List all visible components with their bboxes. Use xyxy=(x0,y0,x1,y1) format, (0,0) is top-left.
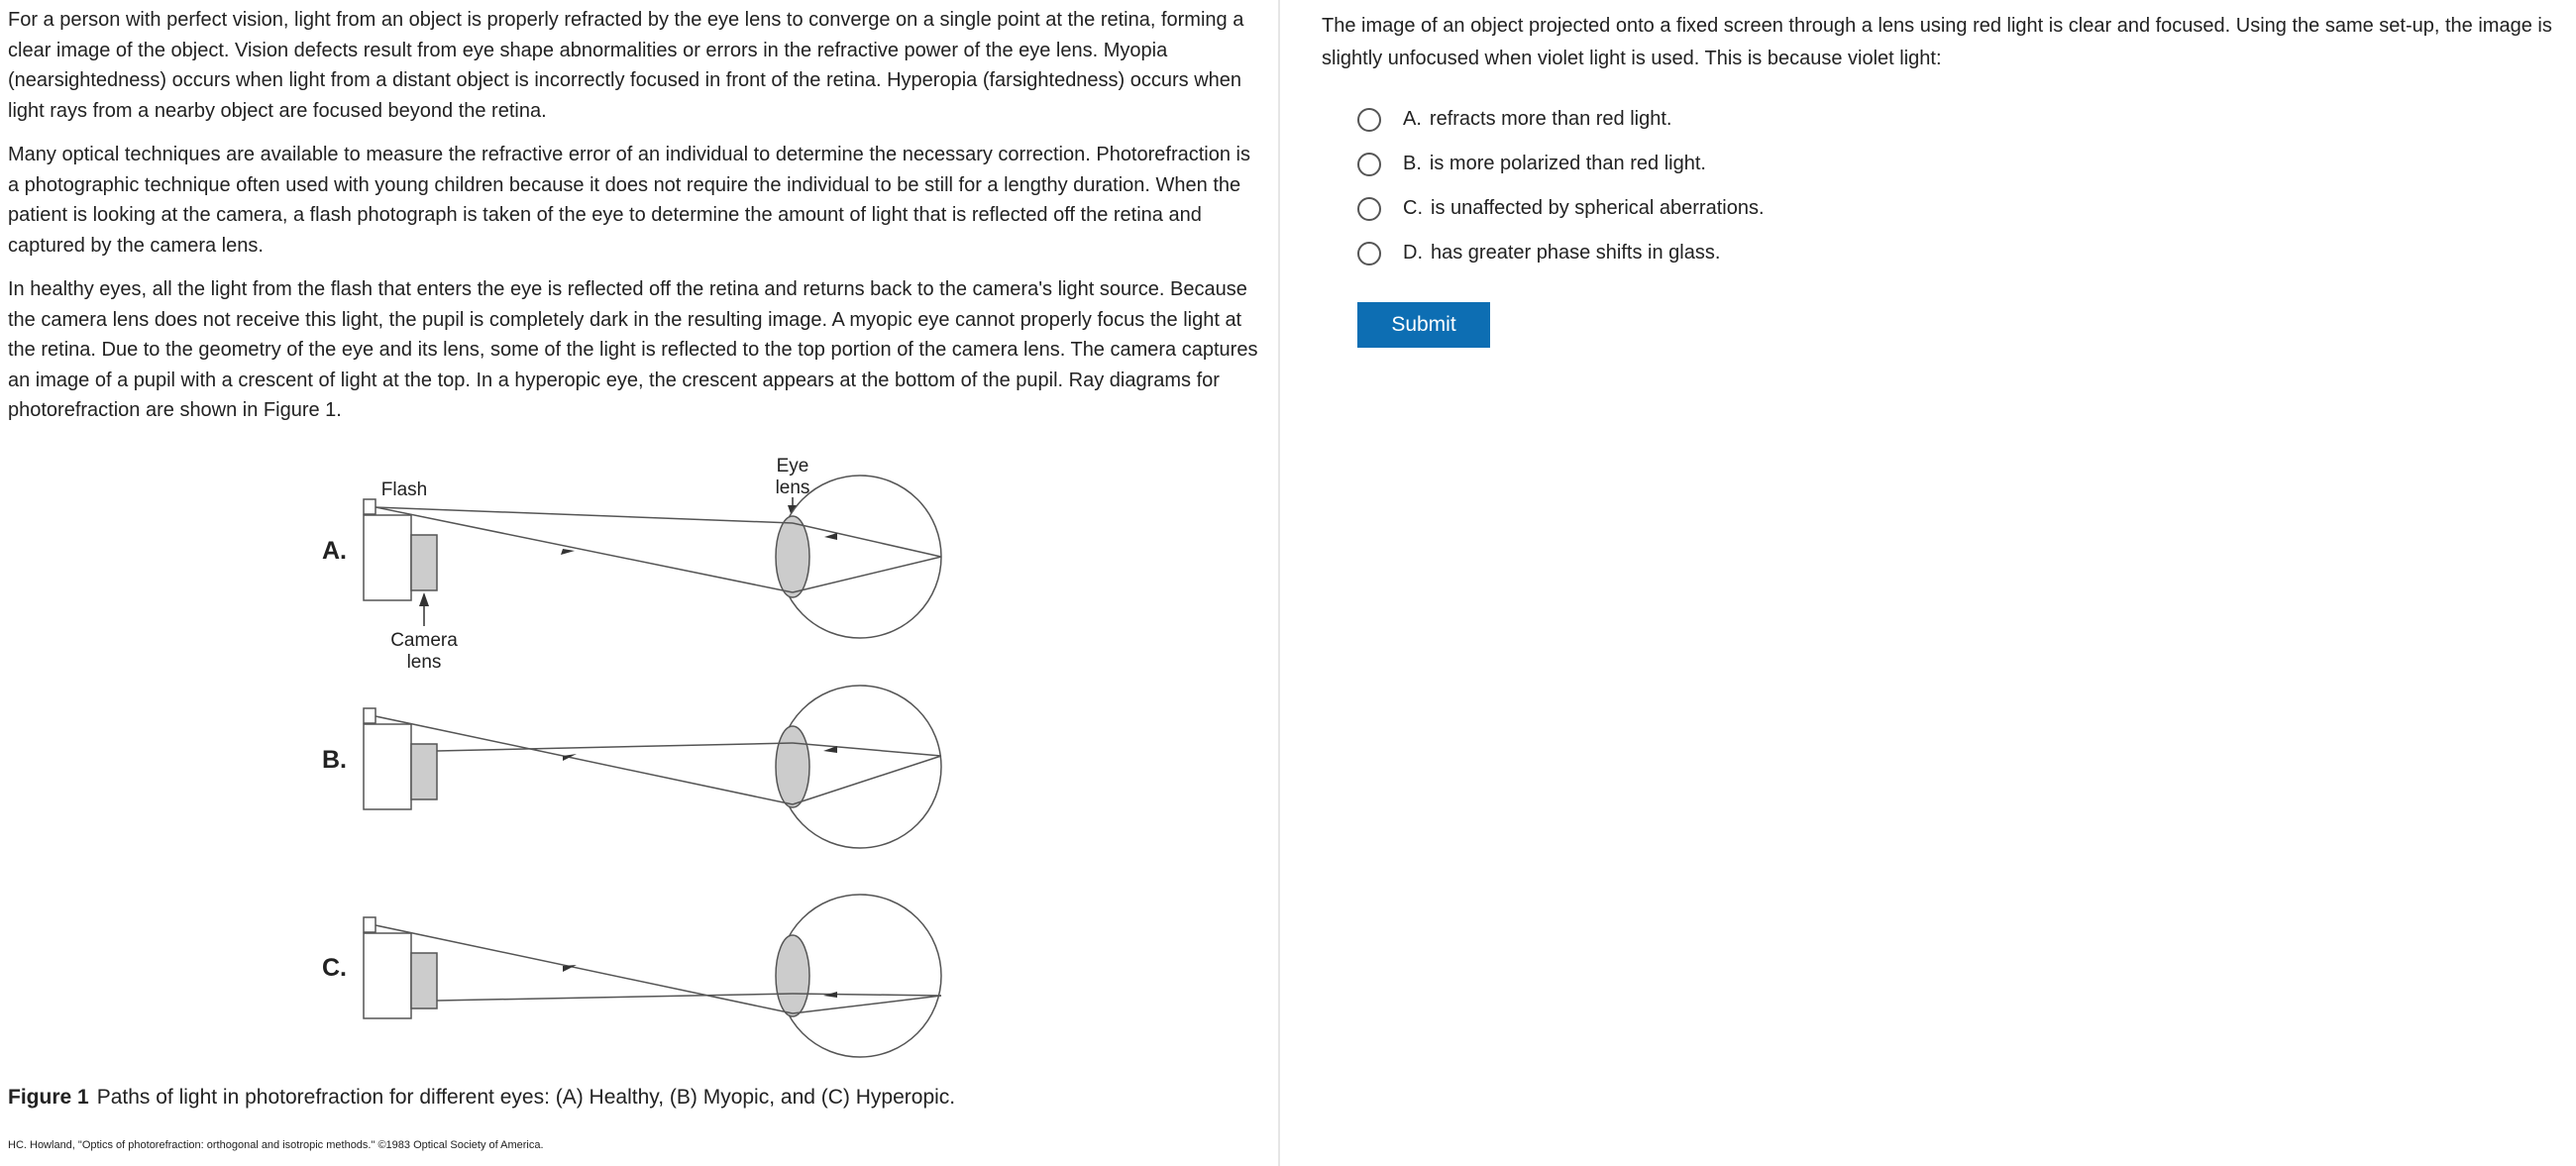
camera-body xyxy=(364,933,411,1018)
camera-flash xyxy=(364,708,376,723)
answer-option-b[interactable] xyxy=(1357,142,1765,186)
ray-arrow-c-out xyxy=(563,965,577,972)
option-text: is more polarized than red light. xyxy=(1429,153,1706,174)
option-text: has greater phase shifts in glass. xyxy=(1431,242,1721,264)
radio-button-c[interactable] xyxy=(1357,197,1381,221)
answer-options xyxy=(1357,97,1765,275)
camera-lens xyxy=(411,953,437,1008)
camera-lens xyxy=(411,744,437,799)
camera-lens-label-line1: Camera xyxy=(390,630,458,651)
answer-option-d[interactable] xyxy=(1357,231,1765,275)
camera-flash xyxy=(364,917,376,932)
panel-letter-a: A. xyxy=(322,537,347,565)
option-text: is unaffected by spherical aberrations. xyxy=(1431,197,1765,219)
figure-caption-text: Paths of light in photorefraction for different eyes: (A) Healthy, (B) Myopic, and (C) Hyperopic. xyxy=(96,1086,956,1109)
camera-lens xyxy=(411,535,437,590)
eye-lens-a xyxy=(776,516,809,597)
panel-b-myopic xyxy=(322,686,941,848)
eye-lens-label-line2: lens xyxy=(775,477,810,498)
figure-1-ray-diagrams xyxy=(297,436,991,1070)
eye-lens-b xyxy=(776,726,809,807)
figure-caption xyxy=(8,1086,955,1110)
radio-button-b[interactable] xyxy=(1357,153,1381,176)
answer-option-c[interactable] xyxy=(1357,186,1765,231)
question-pane xyxy=(1282,0,2576,1166)
passage-paragraph-2: Many optical techniques are available to measure the refractive error of an individual to determine the necessary correction. Photorefraction is a photographic technique often used with young children because it does not require the individual to be still for a lengthy duration. When the patient is looking at the camera, a flash photograph is taken of the eye to determine the amount of light that is reflected off the retina and captured by the camera lens. xyxy=(8,144,1250,257)
radio-button-d[interactable] xyxy=(1357,242,1381,265)
panel-a-healthy xyxy=(322,456,941,673)
panel-letter-c: C. xyxy=(322,954,347,982)
submit-button[interactable]: Submit xyxy=(1357,302,1490,348)
eye-lens-label-line1: Eye xyxy=(776,456,809,477)
passage-pane xyxy=(0,0,1280,1166)
figure-credit: HC. Howland, "Optics of photorefraction: orthogonal and isotropic methods." ©1983 Optical Society of America. xyxy=(8,1139,544,1151)
option-letter: D. xyxy=(1403,242,1423,264)
radio-button-a[interactable] xyxy=(1357,108,1381,132)
ray-arrow-b-out xyxy=(563,754,577,761)
ray-b-return xyxy=(437,743,793,751)
option-letter: A. xyxy=(1403,108,1422,130)
flash-label: Flash xyxy=(380,479,428,500)
answer-option-a[interactable] xyxy=(1357,97,1765,142)
question-stem: The image of an object projected onto a fixed screen through a lens using red light is clear and focused. Using the same set-up, the image is slightly unfocused when violet light is used. This is because violet light: xyxy=(1322,15,2552,69)
option-letter: B. xyxy=(1403,153,1422,174)
ray-arrow-a-out xyxy=(561,549,575,555)
eye-lens-c xyxy=(776,935,809,1016)
ray-diagram-svg xyxy=(297,436,991,1070)
camera-flash xyxy=(364,499,376,514)
camera-lens-label-line2: lens xyxy=(406,652,442,673)
option-letter: C. xyxy=(1403,197,1423,219)
ray-c-return xyxy=(437,994,793,1001)
panel-letter-b: B. xyxy=(322,746,347,774)
figure-caption-label: Figure 1 xyxy=(8,1086,89,1109)
camera-body xyxy=(364,515,411,600)
panel-c-hyperopic xyxy=(322,895,941,1057)
option-text: refracts more than red light. xyxy=(1429,108,1672,130)
camera-body xyxy=(364,724,411,809)
passage-paragraph-1: For a person with perfect vision, light from an object is properly refracted by the eye lens to converge on a single point at the retina, forming a clear image of the object. Vision defects result from eye shape abnormalities or errors in the refractive power of the eye lens. Myopia (nearsightedness) occurs when light from a distant object is incorrectly focused in front of the retina. Hyperopia (farsightedness) occurs when light rays from a nearby object are focused beyond the retina. xyxy=(8,9,1244,122)
ray-b-out xyxy=(376,716,793,804)
passage-paragraph-3: In healthy eyes, all the light from the flash that enters the eye is reflected off the retina and returns back to the camera's light source. Because the camera lens does not receive this light, the pupil is completely dark in the resulting image. A myopic eye cannot properly focus the light at the retina. Due to the geometry of the eye and its lens, some of the light is reflected to the top portion of the camera lens. The camera captures an image of a pupil with a crescent of light at the top. In a hyperopic eye, the crescent appears at the bottom of the pupil. Ray diagrams for photorefraction are shown in Figure 1. xyxy=(8,278,1258,421)
